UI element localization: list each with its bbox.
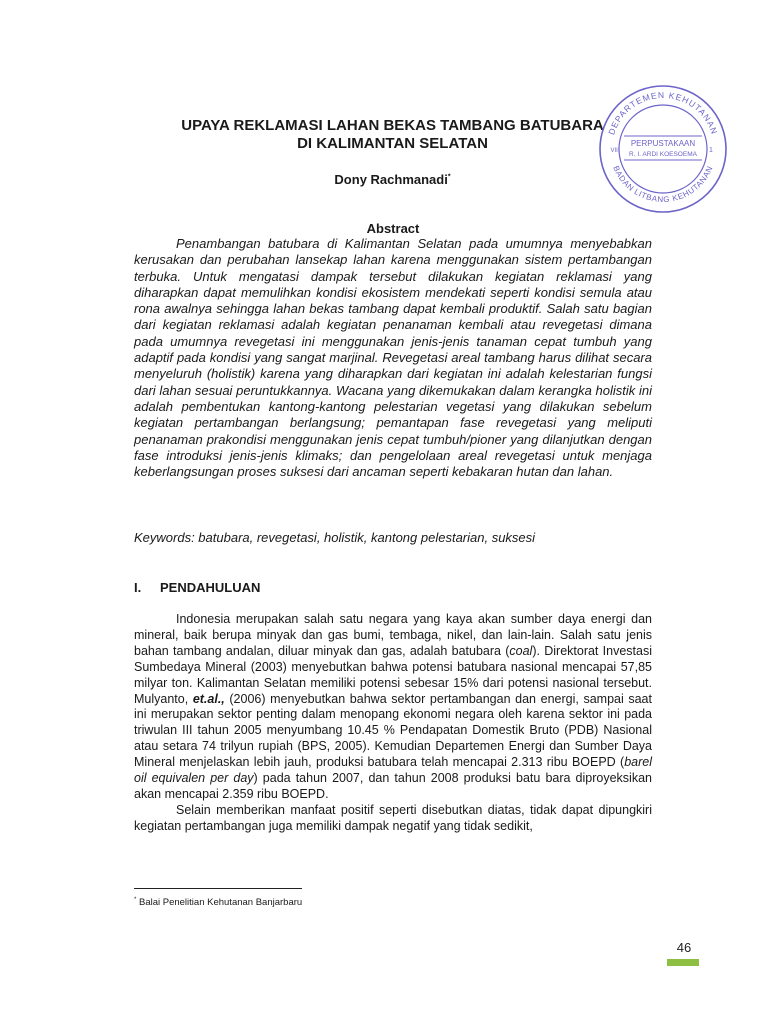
stamp-line-2: R. I. ARDI KOESOEMA: [629, 151, 697, 158]
stamp-arc-top: DEPARTEMEN KEHUTANAN: [606, 89, 720, 137]
para1-part4: ). Kemudian Departemen Energi dan Sumber Daya Mineral menjelaskan lebih jauh, produksi batubara telah mencapai 2.313 ribu BOEPD (: [134, 739, 652, 770]
page-number-bar: [667, 959, 699, 966]
footnote: [134, 897, 302, 908]
section-heading: [134, 580, 260, 595]
library-stamp: [598, 84, 728, 214]
stamp-arc-bottom: BADAN LITBANG KEHUTANAN: [611, 164, 715, 205]
term-etal: et.al.,: [192, 691, 225, 706]
section-title: PENDAHULUAN: [160, 580, 261, 595]
stamp-inner-ring: [619, 105, 707, 193]
para1-part5: ) pada tahun 2007, dan tahun 2008 produksi batu bara diproyeksikan akan mencapai 2.359 ribu BOEPD.: [134, 771, 652, 801]
paragraph-1: [134, 612, 652, 803]
footnote-text: Balai Penelitian Kehutanan Banjarbaru: [138, 897, 303, 909]
para1-part1: Indonesia merupakan salah satu negara yang kaya akan sumber daya energi dan mineral, baik berupa minyak dan gas bumi, tembaga, nikel, dan lain-lain. Salah satu jenis bahan tambang andalan, diluar minyak dan gas, adalah batubara (: [134, 612, 652, 658]
author-footnote-mark: *: [447, 173, 451, 181]
term-boepd: barel oil equivalen per day: [134, 755, 652, 786]
term-coal: coal: [509, 643, 533, 658]
body-text: [134, 612, 652, 835]
abstract-text: Penambangan batubara di Kalimantan Selatan pada umumnya menyebabkan kerusakan dan perubahan lansekap lahan karena menggunakan sistem pertambangan terbuka. Untuk mengatasi dampak tersebut dilakukan kegiatan reklamasi yang diharapkan dapat memulihkan kondisi ekosistem mendekati seperti kondisi semula atau rona awalnya sehingga lahan bekas tambang dapat kembali produktif. Salah satu bagian dari kegiatan reklamasi adalah kegiatan penanaman kembali atau revegetasi dimana pada umumnya revegetasi ini menggunakan jenis-jenis tanaman cepat tumbuh yang adaptif pada kondisi yang sangat marjinal. Revegetasi areal tambang harus dilihat secara menyeluruh (holistik) karena yang diharapkan dari kegiatan ini adalah kelestarian fungsi dari lahan sesuai peruntukkannya. Wacana yang dikemukakan dalam kerangka holistik ini adalah pembentukan kantong-kantong pelestarian vegetasi yang dilakukan sebelum kegiatan pertambangan berlangsung; pemantapan fase revegetasi yang meliputi penanaman prakondisi menggunakan jenis cepat tumbuh/pioner yang dilanjutkan dengan fase introduksi jenis-jenis klimaks; dan pengelolaan areal revegetasi untuk menjaga keberlangsungan proses suksesi dari ancaman seperti kebakaran hutan dan lahan.: [134, 236, 652, 480]
page-number: 46: [676, 940, 692, 955]
para1-part2: ). Direktorat Investasi Sumbedaya Mineral (2003) menyebutkan bahwa potensi batubara nasional mencapai 57,85 milyar ton. Kalimantan Selatan memiliki potensi sebesar 15% dari potensi nasional tersebut. Mulyanto,: [134, 643, 652, 706]
title-line-1: UPAYA REKLAMASI LAHAN BEKAS TAMBANG BATUBARA: [181, 117, 604, 134]
para1-part3: (2006) menyebutkan bahwa sektor pertambangan dan energi, sampai saat ini merupakan sektor penting dalam menopang ekonomi negara oleh karena sektor ini pada triwulan III tahun 2005 menyumbang 10.45 % Pendapatan Domestik Bruto (PDB) Nasional atau setara 74 trilyun rupiah (BPS, 2005: [134, 691, 652, 754]
paragraph-2: Selain memberikan manfaat positif seperti disebutkan diatas, tidak dapat dipungkiri kegiatan pertambangan juga memiliki dampak negatif yang tidak sedikit,: [134, 802, 652, 833]
footnote-mark: *: [134, 897, 137, 903]
stamp-left-mark: VIII: [610, 148, 620, 154]
stamp-right-mark: 1: [709, 147, 713, 154]
keywords: Keywords: batubara, revegetasi, holistik, kantong pelestarian, suksesi: [134, 530, 536, 545]
author-text: Dony Rachmanadi: [334, 172, 448, 187]
abstract-heading: Abstract: [366, 221, 420, 236]
footnote-divider: [134, 888, 302, 889]
title-line-2: DI KALIMANTAN SELATAN: [297, 135, 488, 152]
author-name: [120, 172, 665, 187]
stamp-line-1: PERPUSTAKAAN: [630, 139, 696, 148]
paper-title: [120, 117, 665, 153]
section-number: I.: [134, 580, 142, 595]
